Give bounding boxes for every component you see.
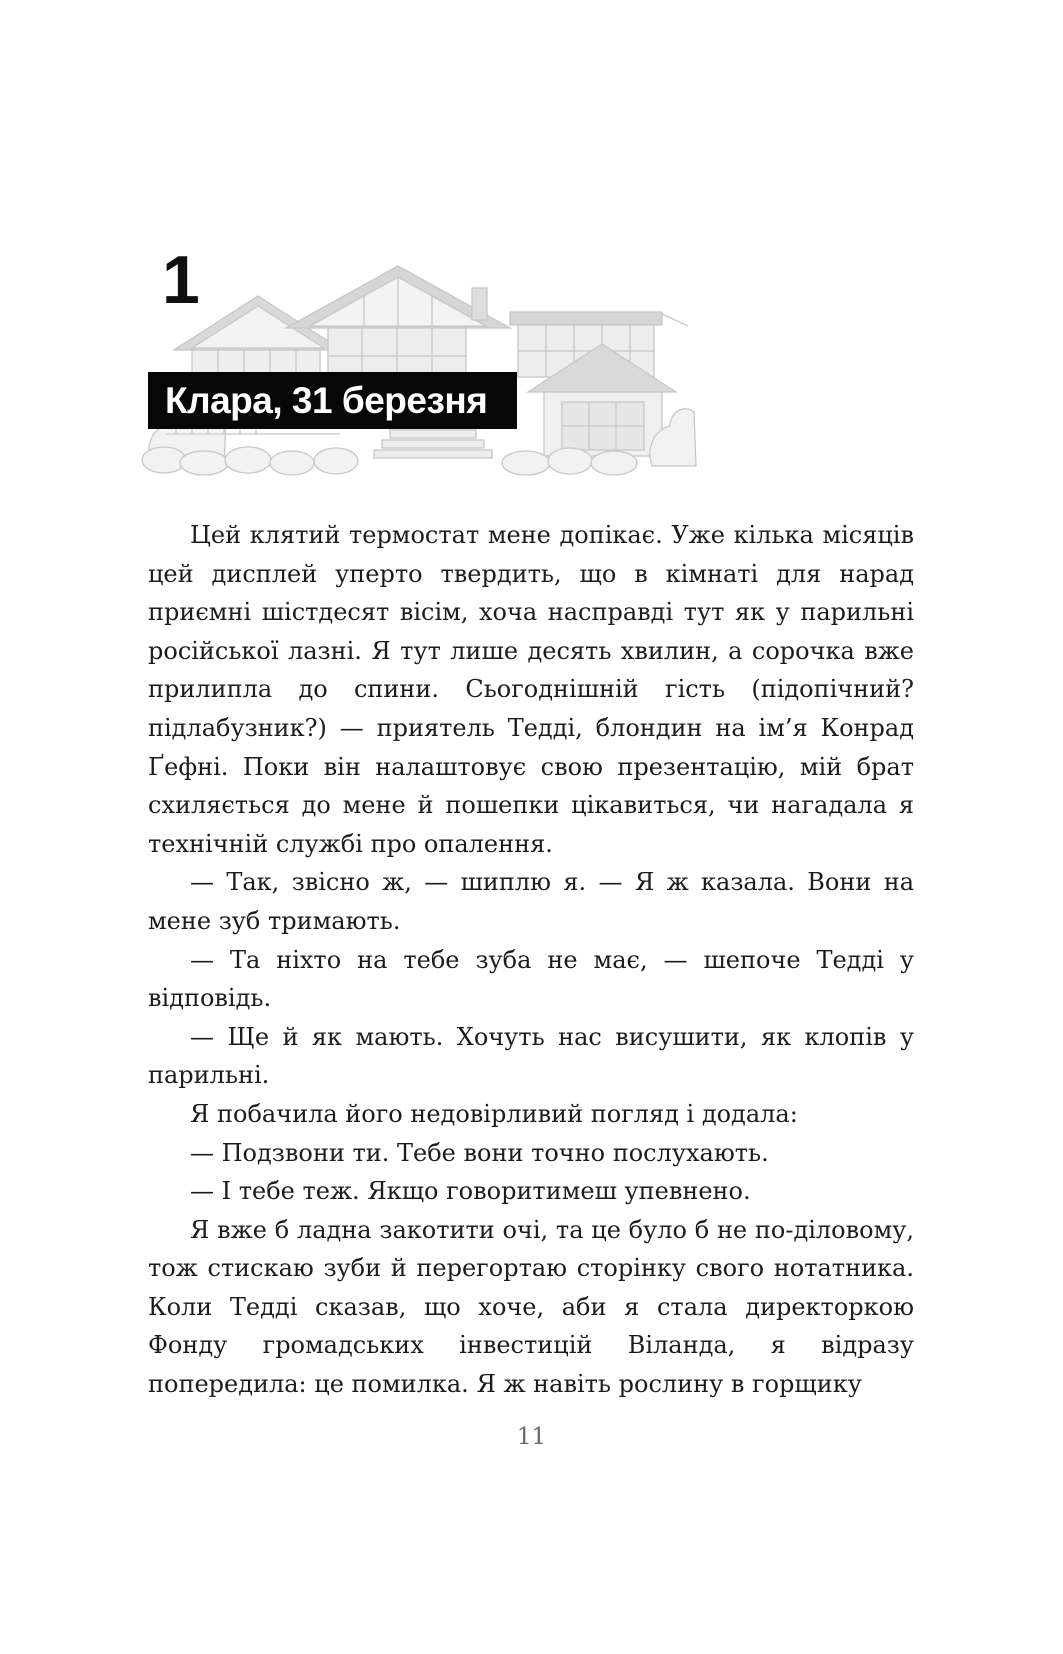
chapter-body [148, 516, 914, 1404]
house-illustration [140, 262, 702, 478]
paragraph: — І тебе теж. Якщо говоритимеш упевнено. [190, 1177, 751, 1206]
paragraph: — Ще й як мають. Хочуть нас висушити, як клопів у парильні. [148, 1022, 914, 1090]
chapter-title: Клара, 31 березня [165, 379, 488, 421]
paragraph: Я побачила його недовірливий погляд і додала: [190, 1099, 798, 1128]
paragraph: Я вже б ладна закотити очі, та це було б не по-діловому, тож стискаю зуби й перегортаю сторінку свого нотатника. Коли Тедді сказав, що хоче, аби я стала директоркою Фонду громадських інвестицій Віланда, я відразу попередила: це помилка. Я ж навіть рослину в горщику [148, 1215, 914, 1399]
chapter-header [0, 0, 1063, 505]
paragraph: — Так, звісно ж, — шиплю я. — Я ж казала. Вони на мене зуб тримають. [148, 868, 914, 935]
paragraph: — Та ніхто на тебе зуба не має, — шепоче Тедді у відповідь. [148, 945, 914, 1013]
paragraph: Цей клятий термостат мене допікає. Уже кілька місяців цей дисплей уперто твердить, що в кімнаті для нарад приємні шістдесят вісім, хоча насправді тут як у парильні російської лазні. Я тут лише десять хвилин, а сорочка вже прилипла до спини. Сьогоднішній гість (підопічний? підлабузник?) — приятель Тедді, блондин на ім’я Конрад Ґефні. Поки він налаштовує свою презентацію, мій брат схиляється до мене й пошепки цікавиться, чи нагадала я технічній службі про опалення. [148, 521, 914, 858]
chapter-number: 1 [162, 242, 200, 318]
paragraph: — Подзвони ти. Тебе вони точно послухають. [190, 1138, 769, 1167]
page-number: 11 [516, 1424, 547, 1450]
chapter-title-bar [148, 372, 517, 429]
